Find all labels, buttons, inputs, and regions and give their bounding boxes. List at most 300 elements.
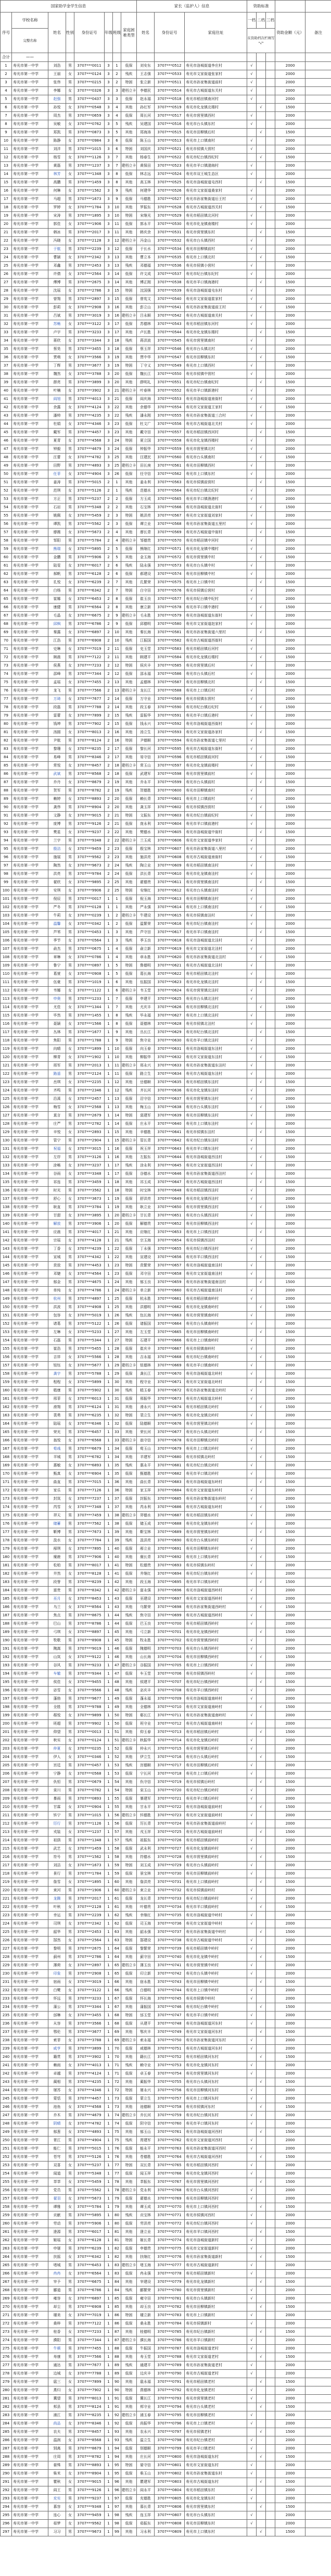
cell-tier-2 [257, 2162, 266, 2170]
table-row [1, 1145, 331, 1153]
cell-address: 寿光市古城街道东村 [185, 2478, 247, 2486]
cell-no: 56 [1, 520, 12, 529]
cell-guardian-name: 莘振东 [137, 2178, 155, 2187]
cell-no: 46 [1, 437, 12, 445]
cell-school: 寿光市第一中学 [12, 579, 48, 587]
cell-amount: 2000 [275, 970, 305, 978]
cell-guardian-name: 刘国庆 [137, 145, 155, 154]
cell-school: 寿光市第一中学 [12, 1062, 48, 1070]
cell-tier-1: √ [247, 762, 257, 770]
cell-amount: 2000 [275, 387, 305, 395]
cell-school: 寿光市第一中学 [12, 1078, 48, 1087]
cell-type: 建档立卡 [121, 87, 137, 95]
cell-type: 低保 [121, 620, 137, 629]
cell-amount: 2000 [275, 1012, 305, 1020]
cell-remark [305, 2195, 331, 2203]
cell-remark [305, 1545, 331, 1553]
cell-tier-3 [266, 1720, 275, 1728]
cell-gender: 男 [66, 1787, 74, 1795]
cell-class: 9 [113, 187, 121, 195]
cell-amount: 2000 [275, 1020, 305, 1028]
cell-tier-2 [257, 1162, 266, 1170]
cell-tier-1 [247, 1028, 257, 1037]
cell-remark [305, 312, 331, 320]
cell-no: 278 [1, 2370, 12, 2378]
cell-tier-1: √ [247, 1745, 257, 1753]
cell-amount: 2000 [275, 1487, 305, 1495]
cell-address: 寿光市上口镇北岭村 [185, 1445, 247, 1453]
cell-tier-2 [257, 2411, 266, 2420]
cell-tier-3 [266, 2070, 275, 2078]
table-row [1, 1595, 331, 1603]
cell-gender: 女 [66, 812, 74, 820]
cell-class: 17 [113, 1170, 121, 1178]
cell-class: 13 [113, 1103, 121, 1112]
cell-tier-1: √ [247, 1962, 257, 1970]
cell-tier-1: √ [247, 2195, 257, 2203]
cell-gender: 女 [66, 2311, 74, 2320]
cell-address: 寿光市上口镇东岭村 [185, 1553, 247, 1562]
cell-class: 5 [113, 545, 121, 554]
cell-gender: 女 [66, 254, 74, 262]
table-row [1, 1470, 331, 1478]
cell-gender: 男 [66, 1203, 74, 1212]
cell-amount: 2000 [275, 870, 305, 878]
cell-name: 池鱼 [48, 2103, 66, 2112]
cell-tier-1 [247, 204, 257, 212]
cell-guardian-id: 3707***0658 [155, 1270, 185, 1278]
cell-school: 寿光市第一中学 [12, 1212, 48, 1220]
cell-no: 62 [1, 570, 12, 579]
cell-name: 于航 [48, 245, 66, 254]
cell-guardian-id: 3707***0765 [155, 2162, 185, 2170]
cell-type: 残疾 [121, 1837, 137, 1845]
cell-name: 宗瑶 [48, 1237, 66, 1245]
cell-guardian-id: 3707***0538 [155, 279, 185, 287]
cell-type: 低保 [121, 1120, 137, 1128]
cell-tier-2 [257, 237, 266, 245]
cell-class: 14 [113, 1112, 121, 1120]
cell-tier-3 [266, 712, 275, 720]
cell-guardian-name: 樊德水 [137, 828, 155, 837]
cell-class: 79 [113, 2203, 121, 2211]
cell-guardian-id: 3707***0641 [155, 1128, 185, 1137]
cell-address: 寿光市洛城街道东村 [185, 2453, 247, 2461]
cell-class: 16 [113, 304, 121, 312]
cell-class: 4 [113, 112, 121, 120]
cell-tier-3 [266, 112, 275, 120]
cell-tier-3 [266, 1528, 275, 1537]
cell-tier-3 [266, 629, 275, 637]
cell-remark [305, 1670, 331, 1678]
cell-class: 22 [113, 404, 121, 412]
cell-school: 寿光市第一中学 [12, 1787, 48, 1795]
cell-guardian-id: 3707***0737 [155, 1928, 185, 1937]
cell-guardian-name: 万守业 [137, 695, 155, 703]
cell-class: 33 [113, 1428, 121, 1437]
cell-type: 低保 [121, 1970, 137, 1978]
cell-school: 寿光市第一中学 [12, 903, 48, 912]
cell-tier-2 [257, 1845, 266, 1853]
cell-guardian-id: 3707***0751 [155, 2045, 185, 2053]
cell-address: 寿光市营里镇南洼村 [185, 878, 247, 887]
table-row [1, 1295, 331, 1303]
cell-remark [305, 912, 331, 920]
cell-tier-1 [247, 354, 257, 362]
cell-guardian-id: 3707***0633 [155, 1062, 185, 1070]
cell-name: 葛萱 [48, 970, 66, 978]
cell-gender: 女 [66, 762, 74, 770]
cell-school: 寿光市第一中学 [12, 1912, 48, 1920]
cell-guardian-id: 3707***0749 [155, 2028, 185, 2037]
cell-guardian-name: 秋振华 [137, 1737, 155, 1745]
cell-guardian-id: 3707***0613 [155, 895, 185, 903]
cell-type: 低保 [121, 1720, 137, 1728]
cell-type: 残疾 [121, 787, 137, 795]
cell-remark [305, 345, 331, 354]
cell-tier-3 [266, 429, 275, 437]
cell-id: 3707***7237 [74, 1495, 105, 1503]
cell-no: 251 [1, 2145, 12, 2153]
cell-address: 寿光市侯镇前岭村 [185, 1887, 247, 1895]
cell-amount: 1500 [275, 1253, 305, 1262]
cell-gender: 女 [66, 1878, 74, 1887]
cell-remark [305, 720, 331, 728]
cell-school: 寿光市第一中学 [12, 1770, 48, 1778]
cell-gender: 女 [66, 320, 74, 329]
cell-address: 寿光市上口镇河西村 [185, 2203, 247, 2211]
cell-class: 73 [113, 2095, 121, 2103]
cell-tier-1 [247, 404, 257, 412]
group-aid-standard: 资助标准 [247, 1, 275, 12]
cell-no: 192 [1, 1653, 12, 1662]
cell-type: 建档立卡 [121, 762, 137, 770]
cell-name: 宫廷 [48, 1762, 66, 1770]
cell-type: 特困 [121, 1112, 137, 1120]
cell-remark [305, 2320, 331, 2328]
cell-remark [305, 479, 331, 487]
table-row [1, 2320, 331, 2328]
cell-grade: 1 [105, 1587, 113, 1595]
table-row [1, 1195, 331, 1203]
cell-guardian-name: 沿守信 [137, 1095, 155, 1103]
cell-tier-2 [257, 2295, 266, 2303]
cell-grade: 1 [105, 1512, 113, 1520]
cell-class: 87 [113, 2336, 121, 2345]
cell-class: 65 [113, 1962, 121, 1970]
cell-id: 3707***2897 [74, 1962, 105, 1970]
cell-class: 50 [113, 1720, 121, 1728]
cell-class: 60 [113, 1887, 121, 1895]
cell-name: 冯晓 [48, 237, 66, 245]
cell-tier-3 [266, 1253, 275, 1262]
cell-amount: 2000 [275, 1037, 305, 1045]
cell-guardian-id: 3707***0695 [155, 1578, 185, 1587]
cell-guardian-id: 3707***0671 [155, 1378, 185, 1387]
cell-remark [305, 2203, 331, 2211]
cell-school: 寿光市第一中学 [12, 1195, 48, 1203]
cell-class: 2 [113, 495, 121, 504]
cell-type: 低保 [121, 520, 137, 529]
cell-gender: 女 [66, 304, 74, 312]
cell-type: 其他 [121, 229, 137, 237]
cell-grade: 1 [105, 2220, 113, 2228]
cell-class: 66 [113, 1978, 121, 1987]
cell-tier-3 [266, 454, 275, 462]
cell-guardian-id: 3707***0798 [155, 2436, 185, 2445]
cell-grade: 1 [105, 1195, 113, 1203]
cell-tier-1 [247, 1403, 257, 1412]
cell-school: 寿光市第一中学 [12, 2153, 48, 2162]
cell-no: 69 [1, 629, 12, 637]
cell-amount: 2000 [275, 1837, 305, 1845]
cell-type: 其他 [121, 1353, 137, 1362]
cell-tier-1 [247, 554, 257, 562]
cell-school: 寿光市第一中学 [12, 820, 48, 828]
cell-grade: 1 [105, 1295, 113, 1303]
cell-tier-2 [257, 712, 266, 720]
cell-tier-1: √ [247, 1637, 257, 1645]
cell-tier-3 [266, 1453, 275, 1462]
cell-type: 低保 [121, 295, 137, 304]
cell-guardian-id: 3707***0625 [155, 995, 185, 1003]
cell-amount: 1500 [275, 1953, 305, 1962]
cell-address: 寿光市羊口镇西洼村 [185, 1253, 247, 1262]
cell-id: 3707***6904 [74, 1470, 105, 1478]
cell-guardian-id: 3707***0764 [155, 2153, 185, 2162]
cell-id: 3707***8239 [74, 1578, 105, 1587]
cell-name: 向晴 [48, 1045, 66, 1053]
cell-gender: 男 [66, 179, 74, 187]
cell-id: 3707***4675 [74, 1278, 105, 1287]
cell-tier-3 [266, 1653, 275, 1662]
cell-guardian-id: 3707***0585 [155, 662, 185, 670]
cell-name: 赖雨 [48, 2062, 66, 2070]
cell-tier-1: √ [247, 1445, 257, 1453]
cell-tier-3 [266, 1595, 275, 1603]
cell-grade: 1 [105, 945, 113, 953]
cell-id: 3707***8679 [74, 2445, 105, 2453]
cell-id: 3707***6782 [74, 1453, 105, 1462]
table-row [1, 612, 331, 620]
cell-tier-1: √ [247, 2311, 257, 2320]
cell-guardian-name: 能永平 [137, 2145, 155, 2153]
cell-tier-2 [257, 387, 266, 395]
cell-tier-3 [266, 237, 275, 245]
cell-name: 白杨 [48, 587, 66, 595]
cell-id: 3707***4239 [74, 1245, 105, 1253]
cell-tier-3 [266, 520, 275, 529]
cell-address: 寿光市羊口镇后港村 [185, 712, 247, 720]
cell-id: 3707***5906 [74, 2220, 105, 2228]
cell-tier-3 [266, 2278, 275, 2286]
table-row [1, 2087, 331, 2095]
cell-guardian-id: 3707***0800 [155, 2453, 185, 2461]
cell-grade: 2 [105, 720, 113, 728]
cell-type: 低保 [121, 720, 137, 728]
cell-amount: 1500 [275, 179, 305, 187]
cell-no: 212 [1, 1820, 12, 1828]
cell-type: 低保 [121, 845, 137, 853]
cell-grade: 1 [105, 2461, 113, 2470]
cell-grade: 3 [105, 404, 113, 412]
cell-tier-2: √ [257, 1553, 266, 1562]
cell-gender: 男 [66, 903, 74, 912]
cell-tier-3 [266, 2486, 275, 2495]
cell-school: 寿光市第一中学 [12, 1020, 48, 1028]
cell-address: 寿光市纪台镇南洼村 [185, 920, 247, 928]
cell-guardian-name: 劳洪亮 [137, 2220, 155, 2228]
cell-address: 寿光市台头镇北洼村 [185, 995, 247, 1003]
cell-tier-3 [266, 1828, 275, 1837]
cell-id: 3707***3348 [74, 1170, 105, 1178]
cell-class: 69 [113, 2037, 121, 2045]
cell-school: 寿光市第一中学 [12, 1395, 48, 1403]
cell-class: 94 [113, 2445, 121, 2453]
cell-tier-3 [266, 70, 275, 79]
cell-id: 3707***4564 [74, 1270, 105, 1278]
cell-tier-1 [247, 703, 257, 712]
cell-guardian-id: 3707***0515 [155, 129, 185, 137]
cell-gender: 男 [66, 787, 74, 795]
cell-gender: 女 [66, 2203, 74, 2211]
cell-id: 3707***6568 [74, 1437, 105, 1445]
cell-remark [305, 2345, 331, 2353]
cell-school: 寿光市第一中学 [12, 2361, 48, 2370]
cell-address: 寿光市稻田镇北河村 [185, 212, 247, 220]
cell-id: 3707***5895 [74, 2211, 105, 2220]
cell-guardian-name: 曾宪文 [137, 295, 155, 304]
cell-no: 142 [1, 1237, 12, 1245]
cell-name: 耿直 [48, 1203, 66, 1212]
cell-id: 3707***3344 [74, 2003, 105, 2012]
cell-school: 寿光市第一中学 [12, 479, 48, 487]
cell-guardian-name: 邢永兴 [137, 1062, 155, 1070]
cell-grade: 1 [105, 2445, 113, 2453]
cell-tier-3 [266, 1537, 275, 1545]
cell-guardian-name: 余德华 [137, 404, 155, 412]
cell-guardian-name: 顾建平 [137, 654, 155, 662]
cell-guardian-name: 阎庆海 [137, 395, 155, 404]
cell-grade: 2 [105, 812, 113, 820]
cell-class: 35 [113, 1470, 121, 1478]
cell-tier-3 [266, 2087, 275, 2095]
cell-tier-1: √ [247, 345, 257, 354]
cell-school: 寿光市第一中学 [12, 1887, 48, 1895]
cell-id: 3707***3677 [74, 2028, 105, 2037]
cell-id: 3707***2128 [74, 1903, 105, 1912]
cell-school: 寿光市第一中学 [12, 1970, 48, 1978]
cell-tier-2 [257, 1737, 266, 1745]
cell-no: 87 [1, 778, 12, 787]
cell-address: 寿光市稻田镇南岭村 [185, 1295, 247, 1303]
cell-no: 127 [1, 1112, 12, 1120]
cell-class: 21 [113, 1228, 121, 1237]
cell-guardian-name: 兰玉成 [137, 837, 155, 845]
cell-school: 寿光市第一中学 [12, 2345, 48, 2353]
cell-address: 寿光市稻田镇后河村 [185, 645, 247, 654]
cell-tier-2: √ [257, 853, 266, 862]
cell-remark [305, 2245, 331, 2253]
cell-grade: 1 [105, 1637, 113, 1645]
cell-tier-3 [266, 329, 275, 337]
cell-grade: 1 [105, 1070, 113, 1078]
cell-amount: 1500 [275, 928, 305, 937]
cell-tier-3 [266, 2211, 275, 2220]
cell-school: 寿光市第一中学 [12, 129, 48, 137]
cell-class: 14 [113, 695, 121, 703]
cell-remark [305, 2187, 331, 2195]
cell-address: 寿光市纪台镇后纪村 [185, 703, 247, 712]
table-row [1, 670, 331, 678]
cell-guardian-id: 3707***0776 [155, 2253, 185, 2261]
cell-remark [305, 1487, 331, 1495]
cell-no: 107 [1, 945, 12, 953]
cell-school: 寿光市第一中学 [12, 2495, 48, 2503]
cell-no: 163 [1, 1412, 12, 1420]
cell-guardian-name: 孔繁荣 [137, 579, 155, 587]
cell-school: 寿光市第一中学 [12, 2478, 48, 2486]
cell-school: 寿光市第一中学 [12, 1528, 48, 1537]
cell-guardian-id: 3707***0804 [155, 2486, 185, 2495]
cell-guardian-name: 濮长海 [137, 2336, 155, 2345]
cell-id: 3707***5895 [74, 545, 105, 554]
cell-remark [305, 2453, 331, 2461]
cell-id: 3707***3344 [74, 337, 105, 345]
cell-school: 寿光市第一中学 [12, 554, 48, 562]
cell-tier-1 [247, 2328, 257, 2336]
cell-guardian-id: 3707***0725 [155, 1828, 185, 1837]
cell-amount: 2000 [275, 545, 305, 554]
cell-id: 3707***9788 [74, 1703, 105, 1712]
cell-address: 寿光市羊口镇北岭村 [185, 1470, 247, 1478]
cell-gender: 女 [66, 470, 74, 479]
cell-amount: 2000 [275, 2461, 305, 2470]
cell-name: 翁悦 [48, 1437, 66, 1445]
cell-school: 寿光市第一中学 [12, 1178, 48, 1187]
cell-tier-2: √ [257, 529, 266, 537]
cell-address: 寿光市化龙镇老村 [185, 2386, 247, 2395]
cell-amount: 1500 [275, 853, 305, 862]
cell-school: 寿光市第一中学 [12, 687, 48, 695]
cell-tier-3 [266, 1003, 275, 1012]
cell-guardian-id: 3707***0636 [155, 1087, 185, 1095]
cell-class: 10 [113, 1045, 121, 1053]
cell-remark [305, 1853, 331, 1862]
cell-gender: 男 [66, 962, 74, 970]
cell-tier-1 [247, 1753, 257, 1762]
cell-grade: 1 [105, 1362, 113, 1370]
cell-class: 48 [113, 1678, 121, 1687]
cell-no: 77 [1, 695, 12, 703]
cell-no: 59 [1, 545, 12, 554]
cell-tier-1 [247, 629, 257, 637]
cell-grade: 2 [105, 845, 113, 853]
cell-tier-1: √ [247, 1845, 257, 1853]
cell-tier-3 [266, 1445, 275, 1453]
cell-guardian-id: 3707***0518 [155, 95, 185, 104]
cell-guardian-name: 周长河 [137, 112, 155, 120]
cell-grade: 1 [105, 1137, 113, 1145]
cell-guardian-id: 3707***0560 [155, 454, 185, 462]
cell-guardian-id: 3707***0568 [155, 520, 185, 529]
cell-amount: 1500 [275, 1278, 305, 1287]
cell-tier-2 [257, 1112, 266, 1120]
cell-name: 索菲 [48, 2037, 66, 2045]
cell-name: 柴米 [48, 2470, 66, 2478]
table-row [1, 2336, 331, 2345]
cell-class: 49 [113, 1695, 121, 1703]
